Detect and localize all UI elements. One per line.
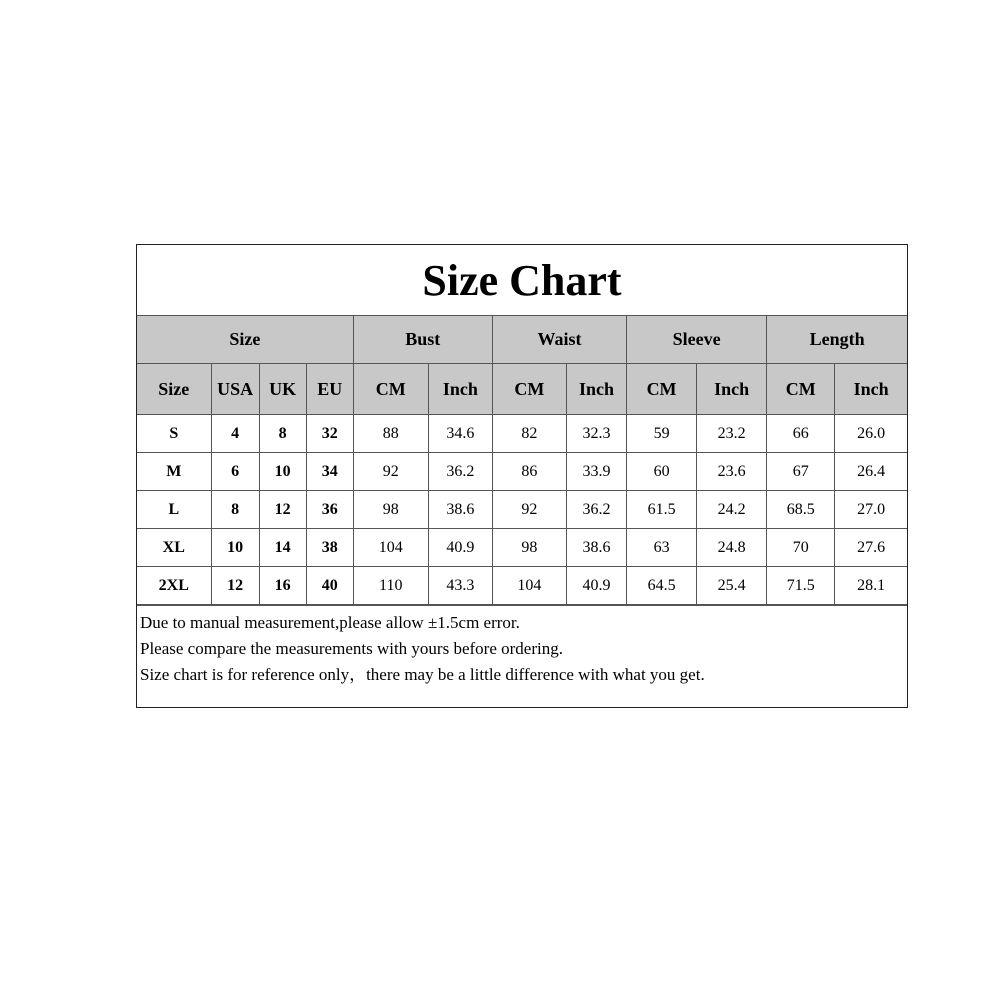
table-cell: 10 bbox=[259, 453, 306, 491]
table-cell: 24.2 bbox=[697, 491, 767, 529]
table-row bbox=[137, 529, 907, 567]
table-row bbox=[137, 453, 907, 491]
size-chart bbox=[136, 244, 908, 708]
column-header: Inch bbox=[428, 364, 492, 415]
note-line: Due to manual measurement,please allow ±1.5cm error. bbox=[140, 613, 520, 632]
table-cell: 12 bbox=[211, 567, 259, 605]
table-cell: L bbox=[137, 491, 211, 529]
table-cell: 98 bbox=[492, 529, 566, 567]
table-cell: 6 bbox=[211, 453, 259, 491]
column-header: Inch bbox=[835, 364, 907, 415]
table-cell: 86 bbox=[492, 453, 566, 491]
group-sleeve-header: Sleeve bbox=[627, 316, 767, 364]
group-waist-header: Waist bbox=[492, 316, 626, 364]
table-cell: 26.4 bbox=[835, 453, 907, 491]
group-size-header: Size bbox=[137, 316, 353, 364]
table-cell: 66 bbox=[767, 415, 835, 453]
table-cell: M bbox=[137, 453, 211, 491]
table-cell: 104 bbox=[492, 567, 566, 605]
table-cell: 24.8 bbox=[697, 529, 767, 567]
column-header: EU bbox=[306, 364, 353, 415]
table-cell: 14 bbox=[259, 529, 306, 567]
table-cell: 36 bbox=[306, 491, 353, 529]
table-row bbox=[137, 567, 907, 605]
table-cell: 25.4 bbox=[697, 567, 767, 605]
group-header-row bbox=[137, 316, 907, 364]
table-cell: 36.2 bbox=[566, 491, 626, 529]
table-cell: 4 bbox=[211, 415, 259, 453]
column-header: Size bbox=[137, 364, 211, 415]
table-cell: 27.0 bbox=[835, 491, 907, 529]
table-cell: 70 bbox=[767, 529, 835, 567]
table-cell: 38.6 bbox=[566, 529, 626, 567]
table-cell: 40 bbox=[306, 567, 353, 605]
table-cell: 88 bbox=[353, 415, 428, 453]
notes bbox=[137, 605, 907, 688]
table-cell: 92 bbox=[492, 491, 566, 529]
column-header: CM bbox=[627, 364, 697, 415]
table-cell: 61.5 bbox=[627, 491, 697, 529]
table-cell: 38.6 bbox=[428, 491, 492, 529]
table-cell: 71.5 bbox=[767, 567, 835, 605]
column-header: CM bbox=[492, 364, 566, 415]
column-header: Inch bbox=[697, 364, 767, 415]
table-cell: 34.6 bbox=[428, 415, 492, 453]
table-cell: 23.2 bbox=[697, 415, 767, 453]
table-cell: 33.9 bbox=[566, 453, 626, 491]
table-cell: 59 bbox=[627, 415, 697, 453]
table-cell: 8 bbox=[211, 491, 259, 529]
table-cell: 63 bbox=[627, 529, 697, 567]
table-cell: 92 bbox=[353, 453, 428, 491]
table-row bbox=[137, 415, 907, 453]
column-header: CM bbox=[767, 364, 835, 415]
table-cell: 27.6 bbox=[835, 529, 907, 567]
table-cell: 23.6 bbox=[697, 453, 767, 491]
table-cell: 43.3 bbox=[428, 567, 492, 605]
column-header: UK bbox=[259, 364, 306, 415]
table-cell: XL bbox=[137, 529, 211, 567]
column-header-row bbox=[137, 364, 907, 415]
table-cell: 38 bbox=[306, 529, 353, 567]
table-cell: 32 bbox=[306, 415, 353, 453]
table-cell: 98 bbox=[353, 491, 428, 529]
table-cell: 82 bbox=[492, 415, 566, 453]
table-cell: 8 bbox=[259, 415, 306, 453]
table-cell: 26.0 bbox=[835, 415, 907, 453]
table-cell: 104 bbox=[353, 529, 428, 567]
table-cell: S bbox=[137, 415, 211, 453]
table-cell: 34 bbox=[306, 453, 353, 491]
table-cell: 28.1 bbox=[835, 567, 907, 605]
note-line: Size chart is for reference only，there may be a little difference with what you get. bbox=[140, 665, 705, 684]
table-cell: 12 bbox=[259, 491, 306, 529]
table-cell: 40.9 bbox=[428, 529, 492, 567]
table-cell: 36.2 bbox=[428, 453, 492, 491]
table-cell: 10 bbox=[211, 529, 259, 567]
column-header: CM bbox=[353, 364, 428, 415]
size-table bbox=[137, 316, 907, 605]
table-cell: 60 bbox=[627, 453, 697, 491]
table-cell: 40.9 bbox=[566, 567, 626, 605]
table-cell: 68.5 bbox=[767, 491, 835, 529]
table-cell: 110 bbox=[353, 567, 428, 605]
column-header: USA bbox=[211, 364, 259, 415]
chart-title: Size Chart bbox=[137, 245, 907, 316]
table-cell: 2XL bbox=[137, 567, 211, 605]
table-cell: 32.3 bbox=[566, 415, 626, 453]
table-cell: 16 bbox=[259, 567, 306, 605]
table-cell: 67 bbox=[767, 453, 835, 491]
column-header: Inch bbox=[566, 364, 626, 415]
group-bust-header: Bust bbox=[353, 316, 492, 364]
table-cell: 64.5 bbox=[627, 567, 697, 605]
table-row bbox=[137, 491, 907, 529]
note-line: Please compare the measurements with yours before ordering. bbox=[140, 639, 563, 658]
group-length-header: Length bbox=[767, 316, 907, 364]
